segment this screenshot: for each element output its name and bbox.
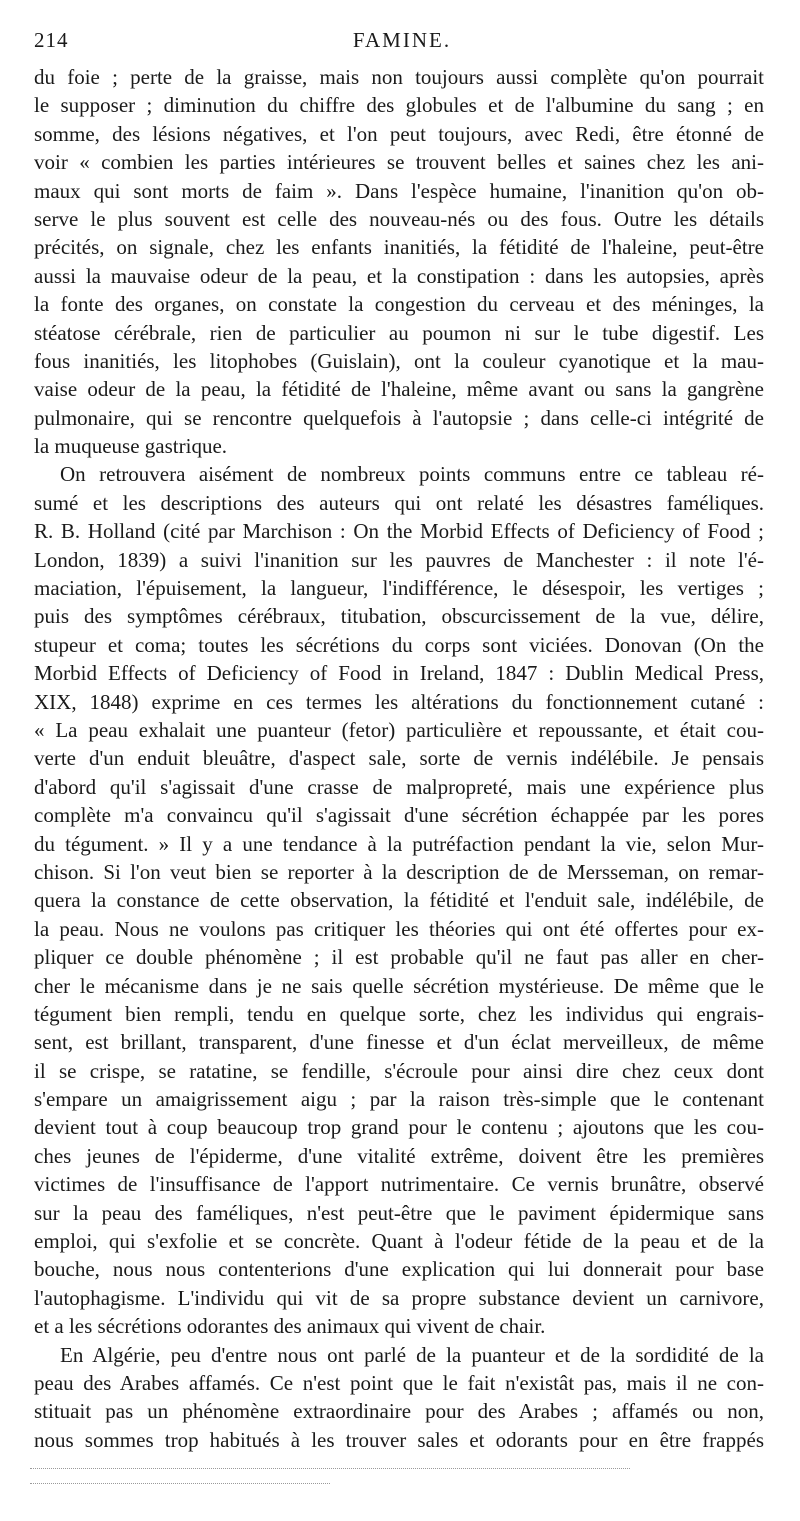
- text-line: stupeur et coma; toutes les sécrétions du corps sont viciées. Donovan (On the: [34, 632, 764, 657]
- text-line: puis des symptômes cérébraux, titubation, obscurcissement de la vue, délire,: [34, 604, 764, 629]
- text-line: sumé et les descriptions des auteurs qui ont relaté les désastres faméliques.: [34, 490, 764, 515]
- text-line: précités, on signale, chez les enfants inanitiés, la fétidité de l'haleine, peut-être: [34, 235, 764, 260]
- text-line: verte d'un enduit bleuâtre, d'aspect sale, sorte de vernis indélébile. Je pensais: [34, 746, 764, 771]
- text-line: emploi, qui s'exfolie et se concrète. Quant à l'odeur fétide de la peau et de la: [34, 1229, 764, 1254]
- text-line: cher le mécanisme dans je ne sais quelle sécrétion mystérieuse. De même que le: [34, 973, 764, 998]
- text-line: sent, est brillant, transparent, d'une finesse et d'un éclat merveilleux, de même: [34, 1030, 764, 1055]
- text-line: pliquer ce double phénomène ; il est probable qu'il ne faut pas aller en cher-: [34, 945, 764, 970]
- text-line: du tégument. » Il y a une tendance à la putréfaction pendant la vie, selon Mur-: [34, 831, 764, 856]
- text-line: et a les sécrétions odorantes des animaux qui vivent de chair.: [34, 1314, 546, 1339]
- text-line: fous inanitiés, les litophobes (Guislain), ont la couleur cyanotique et la mau-: [34, 348, 764, 373]
- text-line: London, 1839) a suivi l'inanition sur les pauvres de Manchester : il note l'é-: [34, 547, 764, 572]
- text-line: voir « combien les parties intérieures se trouvent belles et saines chez les ani-: [34, 150, 764, 175]
- text-line: sur la peau des faméliques, n'est peut-être que le paviment épidermique sans: [34, 1200, 764, 1225]
- text-line: d'abord qu'il s'agissait d'une crasse de malpropreté, mais une expérience plus: [34, 774, 764, 799]
- text-line: serve le plus souvent est celle des nouveau-nés ou des fous. Outre les détails: [34, 206, 764, 231]
- text-line: il se crispe, se ratatine, se fendille, s'écroule pour ainsi dire chez ceux dont: [34, 1058, 764, 1083]
- text-line: XIX, 1848) exprime en ces termes les altérations du fonctionnement cutané :: [34, 689, 764, 714]
- text-line: stéatose cérébrale, rien de particulier au poumon ni sur le tube digestif. Les: [34, 320, 764, 345]
- text-line: maciation, l'épuisement, la langueur, l'indifférence, le désespoir, les vertiges ;: [34, 576, 764, 601]
- text-line: maux qui sont morts de faim ». Dans l'espèce humaine, l'inanition qu'on ob-: [34, 178, 764, 203]
- text-line: ches jeunes de l'épiderme, d'une vitalité extrême, doivent être les premières: [34, 1143, 764, 1168]
- text-line: quera la constance de cette observation, la fétidité et l'enduit sale, indélébile, de: [34, 888, 764, 913]
- text-line: pulmonaire, qui se rencontre quelquefois à l'autopsie ; dans celle-ci intégrité de: [34, 405, 764, 430]
- text-line: devient tout à coup beaucoup trop grand pour le contenu ; ajoutons que les cou-: [34, 1115, 764, 1140]
- text-line: la fonte des organes, on constate la congestion du cerveau et des méninges, la: [34, 292, 764, 317]
- running-title: FAMINE.: [352, 28, 452, 52]
- text-line: On retrouvera aisément de nombreux points communs entre ce tableau ré-: [60, 462, 764, 487]
- text-line: du foie ; perte de la graisse, mais non toujours aussi complète qu'on pourrait: [34, 65, 764, 89]
- text-line: vaise odeur de la peau, la fétidité de l'haleine, même avant ou sans la gangrène: [34, 377, 764, 402]
- text-line: R. B. Holland (cité par Marchison : On the Morbid Effects of Deficiency of Food ;: [34, 519, 764, 544]
- text-line: victimes de l'insuffisance de l'apport nutrimentaire. Ce vernis brunâtre, observé: [34, 1172, 764, 1197]
- text-line: s'empare un amaigrissement aigu ; par la raison très-simple que le contenant: [34, 1087, 764, 1112]
- text-line: Morbid Effects of Deficiency of Food in Ireland, 1847 : Dublin Medical Press,: [34, 661, 764, 686]
- text-line: bouche, nous nous contenterions d'une explication qui lui donnerait pour base: [34, 1257, 764, 1282]
- text-line: « La peau exhalait une puanteur (fetor) particulière et repoussante, et était cou-: [34, 717, 764, 742]
- text-line: nous sommes trop habitués à les trouver sales et odorants pour en être frappés: [34, 1427, 764, 1452]
- text-line: aussi la mauvaise odeur de la peau, et la constipation : dans les autopsies, après: [34, 263, 764, 288]
- text-line: le supposer ; diminution du chiffre des globules et de l'albumine du sang ; en: [34, 93, 764, 118]
- scan-dots: [30, 1468, 630, 1469]
- text-line: En Algérie, peu d'entre nous ont parlé de la puanteur et de la sordidité de la: [60, 1342, 764, 1367]
- running-head: [34, 28, 770, 58]
- text-line: complète m'a convaincu qu'il s'agissait d'une sécrétion échappée par les pores: [34, 803, 764, 828]
- text-line: la peau. Nous ne voulons pas critiquer les théories qui ont été offertes pour ex-: [34, 916, 764, 941]
- text-line: chison. Si l'on veut bien se reporter à la description de de Mersseman, on remar-: [34, 859, 764, 884]
- page-number: 214: [34, 28, 69, 52]
- scan-dots: [30, 1483, 330, 1484]
- text-line: somme, des lésions négatives, et l'on peut toujours, avec Redi, être étonné de: [34, 121, 764, 146]
- text-line: la muqueuse gastrique.: [34, 434, 228, 459]
- text-line: l'autophagisme. L'individu qui vit de sa propre substance devient un carnivore,: [34, 1285, 764, 1310]
- body-text: [34, 63, 764, 1454]
- text-line: stituait pas un phénomène extraordinaire pour des Arabes ; affamés ou non,: [34, 1399, 764, 1424]
- scan-artifact: [30, 1460, 770, 1500]
- text-line: tégument bien rempli, tendu en quelque sorte, chez les individus qui engrais-: [34, 1001, 764, 1026]
- text-line: peau des Arabes affamés. Ce n'est point que le fait n'existât pas, mais il ne con-: [34, 1370, 764, 1395]
